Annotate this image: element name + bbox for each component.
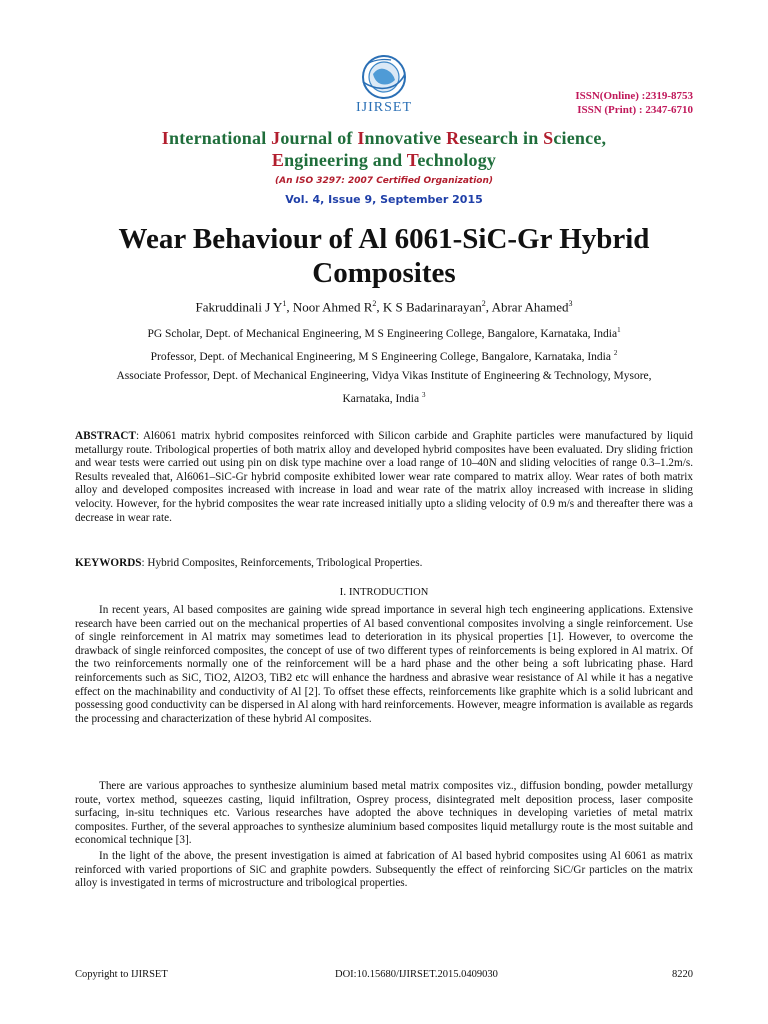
author-name: Abrar Ahamed [491,299,569,315]
journal-initial: I [357,128,365,148]
section-number: I. [339,586,349,598]
volume-issue: Vol. 4, Issue 9, September 2015 [285,193,483,206]
globe-logo-icon [355,52,413,102]
journal-word: esearch in [459,128,544,148]
affiliation-line [60,321,708,343]
keywords-label: KEYWORDS [75,557,142,569]
journal-word: nternational [169,128,272,148]
author-list [0,299,768,315]
author-name: Noor Ahmed R [292,299,373,315]
affiliation-line [60,367,708,385]
author-separator: , [485,299,492,315]
affiliation-mark: 1 [617,326,621,334]
abstract [75,430,693,525]
journal-initial: S [543,128,554,148]
author-name: K S Badarinarayan [382,299,482,315]
keywords [75,557,693,569]
author-affiliation-mark: 3 [568,299,573,308]
affiliation-mark: 3 [422,391,426,399]
journal-word: nnovative [364,128,447,148]
journal-initial: E [271,150,285,170]
section-title-rest: NTRODUCTION [352,587,429,598]
logo-text: IJIRSET [356,100,412,115]
journal-name [0,127,768,171]
affiliation-mark: 2 [613,349,618,357]
paper-title-line1: Wear Behaviour of Al 6061-SiC-Gr Hybrid [118,223,650,255]
journal-word: ournal of [280,128,358,148]
journal-initial: J [271,128,281,148]
footer-page-number: 8220 [672,969,693,980]
author-affiliation-mark: 2 [372,299,377,308]
journal-word: ngineering and [284,150,407,170]
intro-paragraph-3: In the light of the above, the present investigation is aimed at fabrication of Al based hybrid composites using Al 6061 as matrix reinforced with varied proportions of SiC and graphite powders. Subsequently the effect of reinforcing SiC/Gr particles on the matrix alloy is investigated in terms of microstructure and tribological properties. [75,850,693,890]
intro-paragraph-1: In recent years, Al based composites are gaining wide spread importance in several high tech engineering applications. Extensive research have been carried out on the mechanical properties of Al based conventional composites involving a single reinforcement. Use of single reinforcement in Al matrix may sometimes lead to deterioration in its physical properties [1]. However, to overcome the drawback of single reinforced composites, the concept of use of two different types of reinforcements is being explored in Al matrix. Of the two reinforcements normally one of the reinforcement will be a hard phase and the other being a soft lubricating phase. Hard reinforcements such as SiC, TiO2, Al2O3, TiB2 etc will enhance the hardness and abrasive wear resistance of Al while it has a negative effect on the machinability and conductivity of Al [2]. To offset these effects, reinforcements like graphite which is a solid lubricant and possessing good conductivity can be dispersed in Al along with hard reinforcements. However, meagre information is available as regards the processing and characterization of these hybrid Al composites. [75,604,693,725]
footer-doi: DOI:10.15680/IJIRSET.2015.0409030 [335,969,498,980]
journal-initial: R [446,128,460,148]
section-first-letter: I [348,586,353,598]
journal-name-line1 [0,127,768,149]
abstract-label: ABSTRACT [75,430,136,442]
author-affiliation-mark: 1 [282,299,287,308]
intro-paragraph-2: There are various approaches to synthesize aluminium based metal matrix composites viz., diffusion bonding, powder metallurgy route, vortex method, squeezes casting, liquid infiltration, Osprey process, disintegrated melt deposition process, laser composite surfacing, in-situ techniques etc. Various researches have adopted the above techniques in developing varieties of metal matrix composites. Further, of the several approaches to synthesize aluminium based composites liquid metallurgy route is the most suitable and economical technique [3]. [75,780,693,847]
footer-copyright: Copyright to IJIRSET [75,969,168,980]
journal-initial: T [406,150,418,170]
keywords-text: : Hybrid Composites, Reinforcements, Tribological Properties. [141,557,423,569]
author-separator: , [286,299,293,315]
issn-block [575,89,693,117]
affiliation-text: Professor, Dept. of Mechanical Engineering, M S Engineering College, Bangalore, Karnataka, India [150,350,614,363]
affiliation-text: PG Scholar, Dept. of Mechanical Engineering, M S Engineering College, Bangalore, Karnataka, India [147,327,618,340]
affiliation-text: Karnataka, India [342,392,422,405]
journal-logo [340,52,428,118]
section-heading-introduction [0,586,768,598]
issn-online: ISSN(Online) :2319-8753 [575,90,693,102]
iso-note: (An ISO 3297: 2007 Certified Organization) [275,176,493,186]
journal-word: echnology [417,150,497,170]
affiliation-line [60,386,708,408]
abstract-text: : Al6061 matrix hybrid composites reinforced with Silicon carbide and Graphite particles were manufactured by liquid metallurgy route. Tribological properties of both matrix alloy and developed hybrid composites have been evaluated. Dry sliding friction and wear tests were carried out using pin on disk type machine over a load range of 10–40N and sliding velocities of range 0.3–1.2m/s. Results revealed that, Al6061–SiC-Gr hybrid composite exhibited lower wear rate compared to matrix alloy. Wear rates of both matrix alloy and developed composites increased with increase in load and wear rate of the matrix alloy increased with increase in sliding velocity. However, for the hybrid composites the wear rate increased initially upto a sliding velocity of 0.9 m/s and thereafter there was a decrease in wear rate. [75,430,693,524]
author-separator: , [376,299,383,315]
author-name: Fakruddinali J Y [195,299,283,315]
affiliation-line [60,344,708,366]
issn-print: ISSN (Print) : 2347-6710 [577,104,693,116]
paper-title-line2: Composites [312,257,456,289]
journal-name-line2 [0,149,768,171]
journal-initial: I [161,128,169,148]
journal-word: cience, [553,128,607,148]
affiliation-text: Associate Professor, Dept. of Mechanical Engineering, Vidya Vikas Institute of Engineering & Technology, Mysore, [116,370,652,382]
paper-title [0,222,768,290]
author-affiliation-mark: 2 [481,299,486,308]
